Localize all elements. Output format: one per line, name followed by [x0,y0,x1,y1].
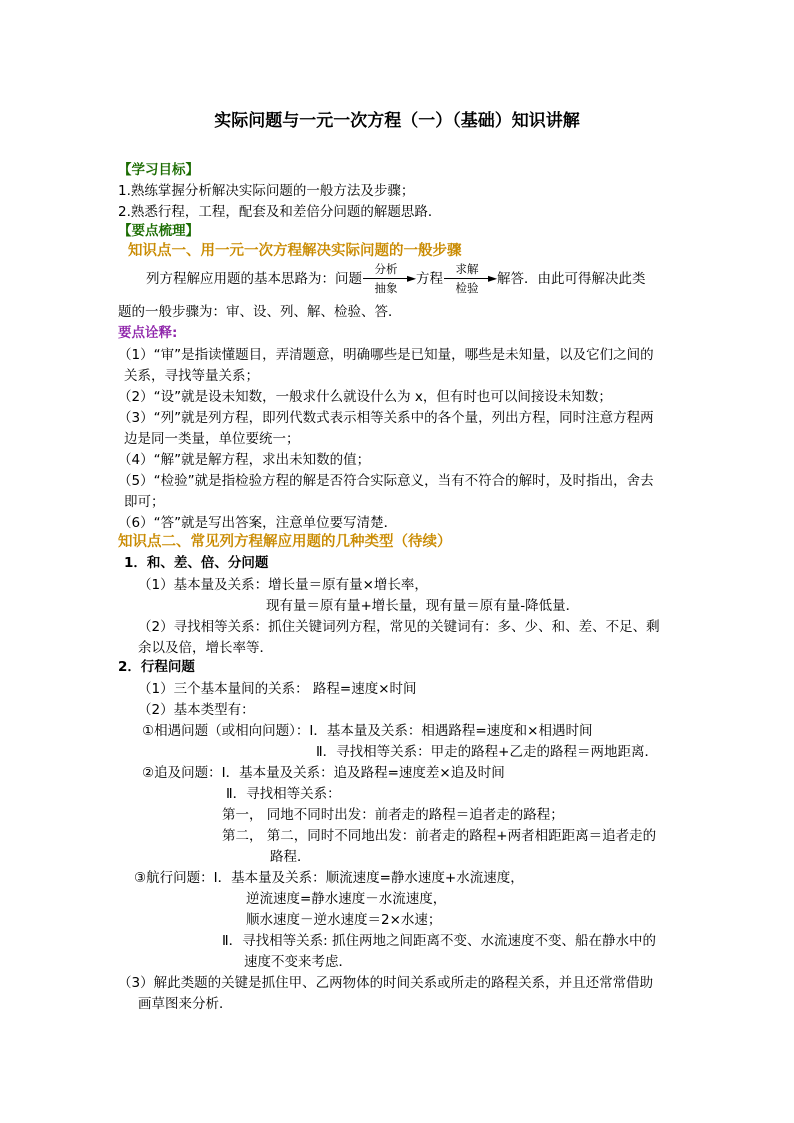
type-2-line: 顺水速度－逆水速度＝2×水速； [246,912,442,928]
type-2-line: 第二， 第二，同时不同地出发：前者走的路程+两者相距距离＝追者走的 [222,828,657,844]
type-2-line: 路程． [270,849,311,865]
type-2-line: Ⅱ．寻找相等关系: 抓住两地之间距离不变、水流速度不变、船在静水中的 [222,933,656,949]
type-2-title: 2．行程问题 [118,659,195,675]
page-title: 实际问题与一元一次方程（一）（基础）知识讲解 [214,111,580,131]
basic-idea-line [146,262,646,296]
knowledge-point-1-title: 知识点一、用一元一次方程解决实际问题的一般步骤 [128,243,462,259]
explain-line: 关系，寻找等量关系； [124,368,259,384]
goal-item: 1.熟练掌握分析解决实际问题的一般方法及步骤； [118,183,415,199]
explain-line: （5）“检验”就是指检验方程的解是否符合实际意义，当有不符合的解时，及时指出，舍去 [118,473,654,489]
idea-mid: 方程 [416,271,443,287]
type-1-title: 1．和、差、倍、分问题 [124,555,269,571]
type-1-line: （2）寻找相等关系：抓住关键词列方程，常见的关键词有：多、少、和、差、不足、剩 [138,619,660,635]
type-2-line: 速度不变来考虑． [244,954,352,970]
knowledge-point-2-title: 知识点二、常见列方程解应用题的几种类型（待续） [118,534,452,550]
explain-line: （3）“列”就是列方程，即列代数式表示相等关系中的各个量，列出方程，同时注意方程两 [118,410,654,426]
explain-heading: 要点诠释: [118,325,178,341]
type-2-line: Ⅱ．寻找相等关系：甲走的路程+乙走的路程＝两地距离． [316,744,658,760]
idea-line-2: 题的一般步骤为：审、设、列、解、检验、答． [118,304,402,320]
type-1-line: （1）基本量及关系：增长量＝原有量×增长率， [138,577,428,593]
keypoints-heading: 【要点梳理】 [118,223,199,239]
goal-item: 2.熟悉行程，工程，配套及和差倍分问题的解题思路． [118,204,442,220]
explain-line: 即可； [124,494,165,510]
idea-suffix: 解答．由此可得解决此类 [497,271,646,287]
fraction-bar [444,278,490,279]
type-2-line: （3）解此类题的关键是抓住甲、乙两物体的时间关系或所走的路程关系，并且还常常借助 [118,975,654,991]
type-2-line: 逆流速度=静水速度－水流速度， [246,891,447,907]
explain-line: （2）“设”就是设未知数，一般求什么就设什么为 x，但有时也可以间接设未知数； [118,389,612,405]
fraction-bar [363,278,409,279]
type-1-line: 余以及倍，增长率等． [138,640,273,656]
idea-prefix: 列方程解应用题的基本思路为：问题 [146,271,362,287]
explain-line: （4）“解”就是解方程，求出未知数的值； [118,452,371,468]
goals-heading: 【学习目标】 [118,162,199,178]
explain-line: （6）“答”就是写出答案，注意单位要写清楚． [118,515,398,531]
arrow-fraction-analyze [363,262,415,296]
type-1-line: 现有量＝原有量+增长量，现有量＝原有量-降低量． [266,598,580,614]
fraction-bottom: 检验 [455,281,479,295]
explain-line: 边是同一类量，单位要统一； [124,431,300,447]
type-2-line: ③航行问题：Ⅰ．基本量及关系：顺流速度=静水速度+水流速度， [134,870,524,886]
fraction-top: 分析 [374,262,398,276]
arrow-right-icon: ► [407,271,417,285]
type-2-line: （1）三个基本量间的关系： 路程=速度×时间 [138,681,417,697]
type-2-line: ②追及问题：Ⅰ．基本量及关系：追及路程=速度差×追及时间 [142,765,505,781]
fraction-bottom: 抽象 [374,281,398,295]
arrow-fraction-solve [444,262,496,296]
explain-line: （1）“审”是指读懂题目，弄清题意，明确哪些是已知量，哪些是未知量，以及它们之间的 [118,347,654,363]
fraction-top: 求解 [455,262,479,276]
type-2-line: （2）基本类型有： [138,702,255,718]
type-2-line: 画草图来分析． [138,996,233,1012]
type-2-line: ①相遇问题（或相向问题）：Ⅰ．基本量及关系：相遇路程=速度和×相遇时间 [142,723,593,739]
arrow-right-icon: ► [488,271,498,285]
type-2-line: Ⅱ．寻找相等关系： [226,786,341,802]
type-2-line: 第一， 同地不同时出发：前者走的路程＝追者走的路程； [222,807,564,823]
